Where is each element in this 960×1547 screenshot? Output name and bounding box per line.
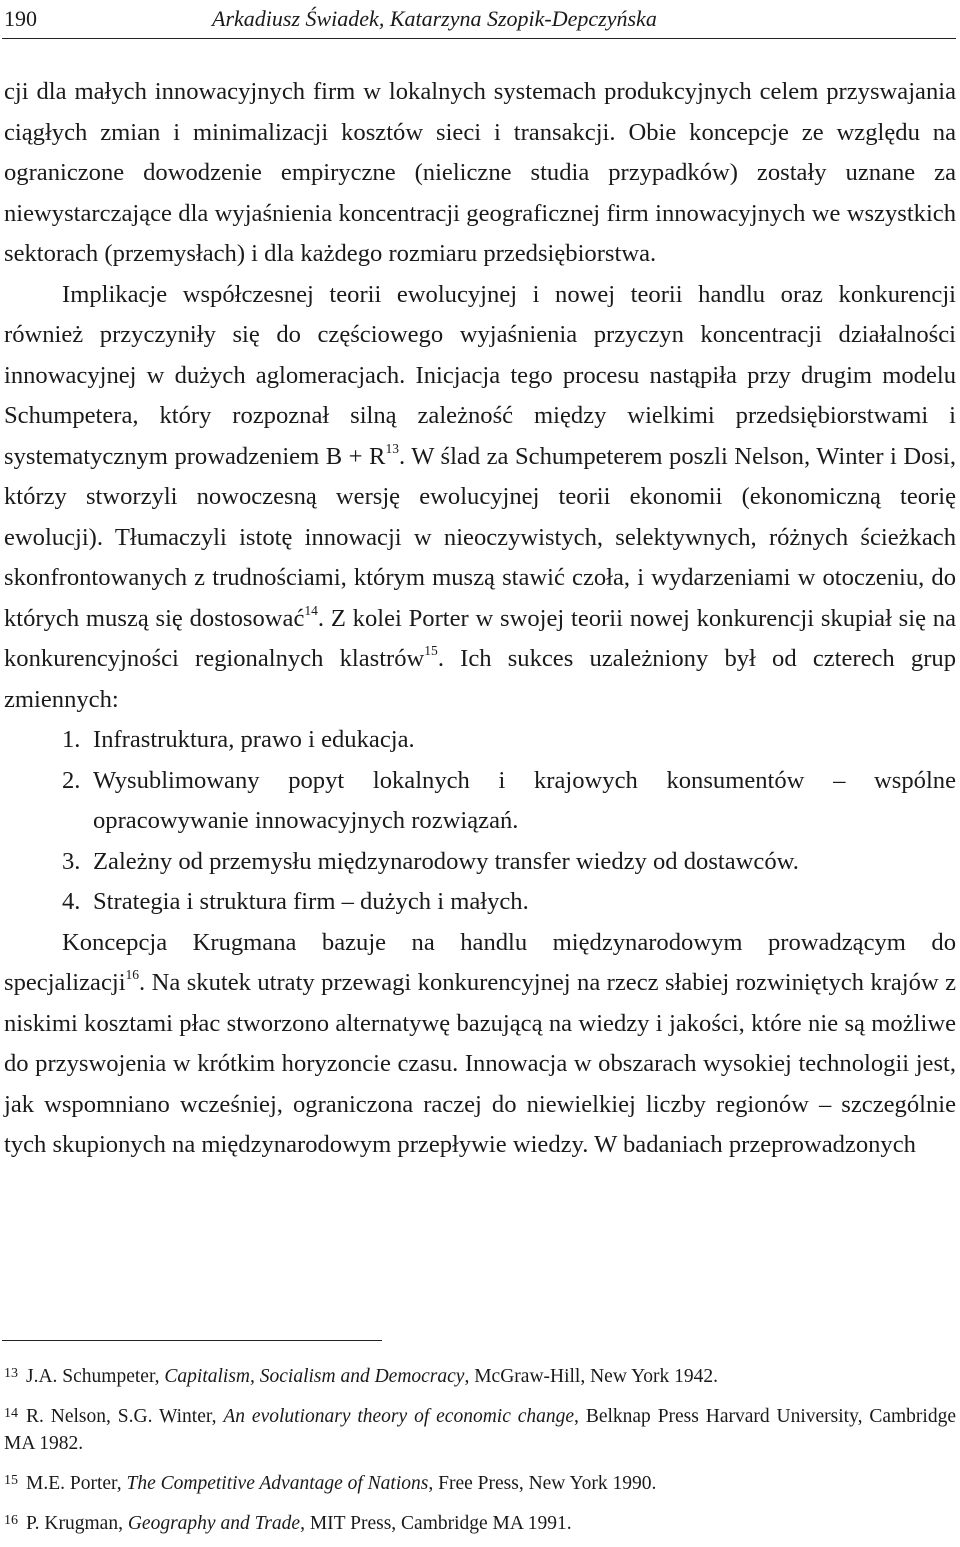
footnote-ref-13[interactable]: 13	[385, 440, 399, 456]
footnote-publisher: , Belknap Press Harvard University, Cambridge MA 1982.	[4, 1405, 956, 1454]
body-text	[4, 72, 956, 1166]
paragraph-2-part-d: . Ich sukces uzależniony był od czterech grup zmiennych:	[4, 645, 956, 713]
list-item	[4, 842, 956, 883]
list-item-number: 3.	[62, 847, 81, 875]
footnote-13	[4, 1360, 956, 1390]
paragraph-3	[4, 923, 956, 1166]
list-item-text: Strategia i struktura firm – dużych i małych.	[93, 888, 529, 915]
footnote-number: 15	[4, 1471, 19, 1488]
paragraph-2-part-a: Implikacje współczesnej teorii ewolucyjnej i nowej teorii handlu oraz konkurencji również przyczyniły się do częściowego wyjaśnienia przyczyn koncentracji działalności innowacyjnej w dużych aglomeracjach. Inicjacja tego procesu nastąpiła przy drugim modelu Schumpetera, który rozpoznał silną zależność między wielkimi przedsiębiorstwami i systematycznym prowadzeniem B + R	[4, 280, 956, 470]
footnote-author: R. Nelson, S.G. Winter,	[26, 1405, 224, 1427]
footnote-title: The Competitive Advantage of Nations	[126, 1472, 429, 1494]
footnote-title: An evolutionary theory of economic change	[223, 1405, 575, 1427]
footnote-publisher: , McGraw-Hill, New York 1942.	[464, 1365, 718, 1387]
footnote-publisher: , Free Press, New York 1990.	[428, 1472, 657, 1494]
footnote-number: 14	[4, 1404, 19, 1421]
footnote-author: P. Krugman,	[26, 1512, 128, 1534]
footnotes	[4, 1360, 956, 1547]
paragraph-3-part-b: . Na skutek utraty przewagi konkurencyjnej na rzecz słabiej rozwiniętych krajów z niskimi kosztami płac stworzono alternatywę bazującą na wiedzy i jakości, które nie są możliwe do przyswojenia w krótkim horyzoncie czasu. Innowacja w obszarach wysokiej technologii jest, jak wspomniano wcześniej, ograniczona raczej do niewielkiej liczby regionów – szczególnie tych skupionych na międzynarodowym przepływie wiedzy. W badaniach przeprowadzonych	[4, 969, 956, 1158]
footnote-title: Geography and Trade	[127, 1512, 301, 1534]
list-item	[4, 882, 956, 923]
list-item-number: 1.	[62, 726, 81, 753]
footnote-number: 16	[4, 1511, 19, 1528]
list-item-text: Zależny od przemysłu międzynarodowy transfer wiedzy od dostawców.	[93, 847, 799, 875]
footnote-15	[4, 1467, 956, 1497]
footnote-14	[4, 1400, 956, 1457]
list-item	[4, 761, 956, 842]
footnote-author: M.E. Porter,	[26, 1472, 127, 1494]
list-item-text: Infrastruktura, prawo i edukacja.	[93, 726, 415, 753]
footnote-number: 13	[4, 1365, 19, 1381]
numbered-list	[4, 720, 956, 923]
paragraph-3-part-a: Koncepcja Krugmana bazuje na handlu międzynarodowym prowadzącym do specjalizacji	[4, 928, 956, 996]
running-head: Arkadiusz Świadek, Katarzyna Szopik-Depczyńska	[212, 6, 657, 31]
header-rule	[2, 38, 956, 39]
list-item	[4, 720, 956, 761]
footnote-rule	[2, 1340, 382, 1341]
page-number: 190	[4, 6, 37, 31]
list-item-text: Wysublimowany popyt lokalnych i krajowych konsumentów – wspólne opracowywanie innowacyjnych rozwiązań.	[93, 766, 956, 834]
paragraph-2-part-c: . Z kolei Porter w swojej teorii nowej konkurencji skupiał się na konkurencyjności regionalnych klastrów	[4, 604, 956, 672]
footnote-title: Capitalism, Socialism and Democracy	[164, 1365, 465, 1387]
footnote-ref-15[interactable]: 15	[424, 643, 438, 659]
footnote-16	[4, 1507, 956, 1537]
footnote-author: J.A. Schumpeter,	[26, 1365, 165, 1387]
footnote-ref-14[interactable]: 14	[304, 602, 318, 618]
paragraph-2	[4, 275, 956, 721]
footnote-publisher: , MIT Press, Cambridge MA 1991.	[300, 1512, 572, 1534]
paragraph-1: cji dla małych innowacyjnych firm w lokalnych systemach produkcyjnych celem przyswajania ciągłych zmian i minimalizacji kosztów sieci i transakcji. Obie koncepcje ze względu na ograniczone dowodzenie empiryczne (nieliczne studia przypadków) zostały uznane za niewystarczające dla wyjaśnienia koncentracji geograficznej firm innowacyjnych we wszystkich sektorach (przemysłach) i dla każdego rozmiaru przedsiębiorstwa.	[4, 78, 956, 267]
list-item-number: 4.	[62, 888, 81, 915]
footnote-ref-16[interactable]: 16	[125, 967, 140, 983]
paragraph-2-part-b: . W ślad za Schumpeterem poszli Nelson, Winter i Dosi, którzy stworzyli nowoczesną wersję ewolucyjnej teorii ekonomii (ekonomiczną teorię ewolucji). Tłumaczyli istotę innowacji w nieoczywistych, selektywnych, różnych ścieżkach skonfrontowanych z trudnościami, którym muszą stawić czoła, i wydarzeniami w otoczeniu, do których muszą się dostosować	[4, 442, 956, 632]
page-header	[4, 6, 956, 36]
list-item-number: 2.	[62, 766, 81, 794]
